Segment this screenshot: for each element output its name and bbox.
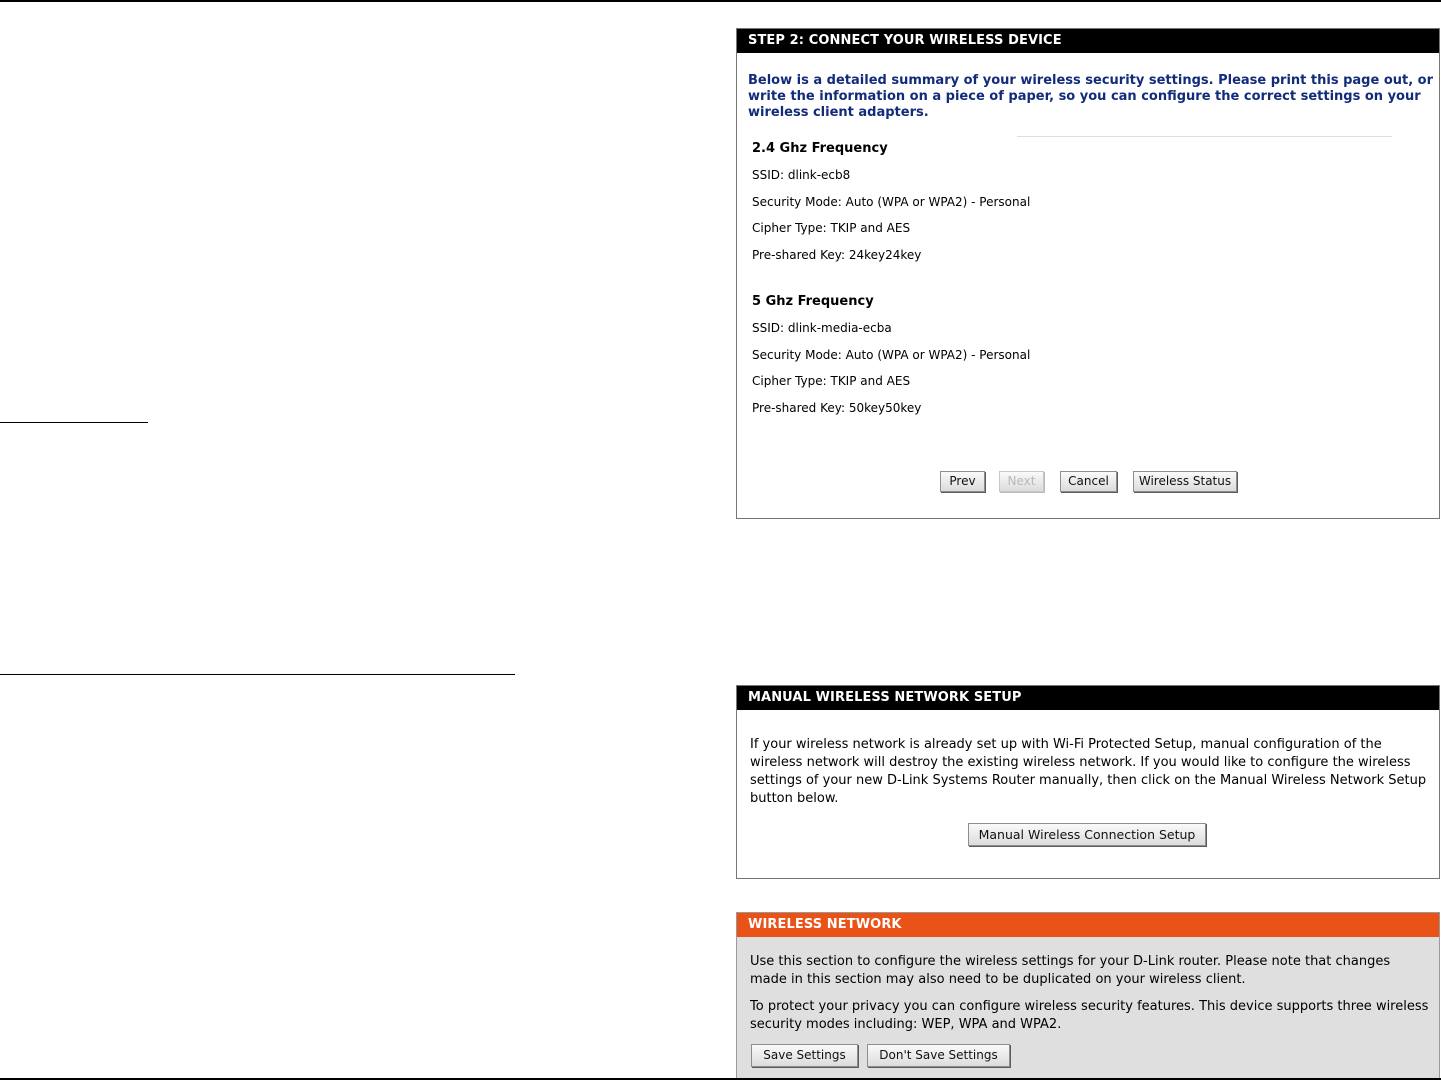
next-button[interactable]: Next bbox=[999, 471, 1044, 492]
prev-button[interactable]: Prev bbox=[940, 471, 985, 492]
freq24-title: 2.4 Ghz Frequency bbox=[752, 141, 888, 156]
manual-setup-panel bbox=[736, 685, 1440, 879]
step2-panel bbox=[736, 28, 1440, 519]
freq24-key: Pre-shared Key: 24key24key bbox=[752, 248, 922, 262]
freq5-ssid: SSID: dlink-media-ecba bbox=[752, 321, 892, 335]
wireless-status-button[interactable]: Wireless Status bbox=[1133, 471, 1237, 492]
bottom-rule bbox=[0, 1078, 1441, 1080]
manual-wireless-connection-setup-button[interactable]: Manual Wireless Connection Setup bbox=[968, 823, 1206, 846]
wireless-description-1: Use this section to configure the wireless settings for your D-Link router. Please note that changes made in this section may also need to be duplicated on your wireless client. bbox=[750, 954, 1391, 987]
freq5-security: Security Mode: Auto (WPA or WPA2) - Personal bbox=[752, 348, 1031, 362]
top-rule bbox=[0, 0, 1441, 2]
wireless-network-panel bbox=[736, 912, 1440, 1080]
underline-short bbox=[0, 422, 148, 423]
manual-description: If your wireless network is already set up with Wi-Fi Protected Setup, manual configuration of the wireless network will destroy the existing wireless network. If you would like to configure the wireless settings of your new D-Link Systems Router manually, then click on the Manual Wireless Network Setup button below. bbox=[750, 737, 1427, 806]
divider bbox=[1017, 136, 1392, 137]
freq5-key: Pre-shared Key: 50key50key bbox=[752, 401, 922, 415]
step2-title: STEP 2: CONNECT YOUR WIRELESS DEVICE bbox=[737, 29, 1439, 53]
dont-save-settings-button[interactable]: Don't Save Settings bbox=[867, 1044, 1010, 1067]
freq5-cipher: Cipher Type: TKIP and AES bbox=[752, 374, 911, 388]
save-settings-button[interactable]: Save Settings bbox=[751, 1044, 858, 1067]
freq5-title: 5 Ghz Frequency bbox=[752, 294, 874, 309]
freq24-security: Security Mode: Auto (WPA or WPA2) - Personal bbox=[752, 195, 1031, 209]
cancel-button[interactable]: Cancel bbox=[1060, 471, 1117, 492]
step2-intro: Below is a detailed summary of your wireless security settings. Please print this page out, or write the information on a piece of paper, so you can configure the correct settings on your wireless client adapters. bbox=[748, 73, 1434, 120]
freq24-cipher: Cipher Type: TKIP and AES bbox=[752, 221, 911, 235]
manual-title: MANUAL WIRELESS NETWORK SETUP bbox=[737, 686, 1439, 710]
wireless-description-2: To protect your privacy you can configure wireless security features. This device supports three wireless security modes including: WEP, WPA and WPA2. bbox=[750, 999, 1429, 1032]
freq24-ssid: SSID: dlink-ecb8 bbox=[752, 168, 851, 182]
underline-long bbox=[0, 674, 515, 675]
wireless-title: WIRELESS NETWORK bbox=[737, 913, 1439, 937]
